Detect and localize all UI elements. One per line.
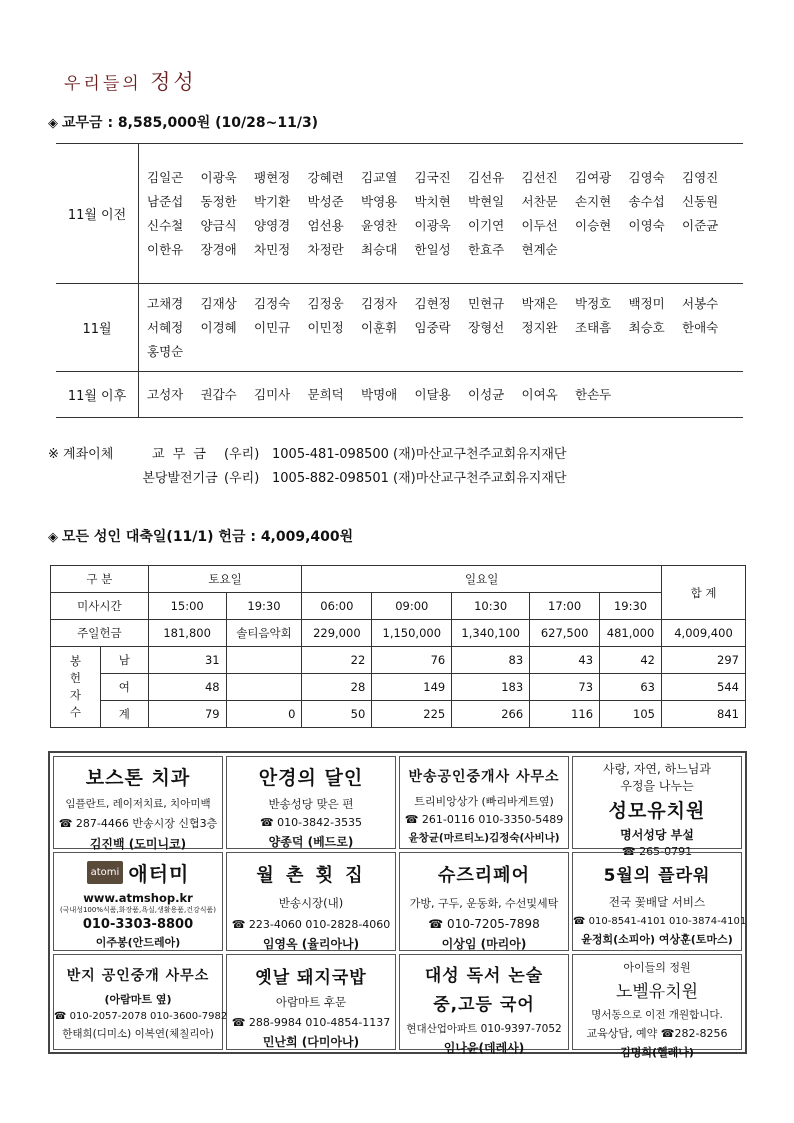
donor-name: 박재은 <box>521 295 558 311</box>
donor-name: 이기연 <box>468 217 505 233</box>
donor-name: 장형선 <box>468 319 505 335</box>
donor-name: 권갑수 <box>200 386 237 402</box>
donor-name: 이두선 <box>521 217 558 233</box>
donor-name: 고채경 <box>147 295 184 311</box>
donor-name: 조태흠 <box>575 319 612 335</box>
donor-name: 이준균 <box>682 217 719 233</box>
table-row <box>56 372 743 418</box>
names-cell <box>139 372 744 418</box>
donor-name: 이여옥 <box>521 386 558 402</box>
ad-seongmo-kindergarten: 사랑, 자연, 하느님과 우정을 나누는 성모유치원 명서성당 부설 ☎ 265-0791 <box>572 756 742 849</box>
donor-name: 박치현 <box>414 193 451 209</box>
donor-name: 백정미 <box>628 295 665 311</box>
donor-name: 박영용 <box>361 193 398 209</box>
donor-name: 장경애 <box>200 241 237 257</box>
ad-raw-fish: 월 촌 횟 집 반송시장(내) ☎ 223-4060 010-2828-4060 임영옥 (율리아나) <box>226 852 396 951</box>
donor-name: 엄선용 <box>307 217 344 233</box>
donor-name: 이한유 <box>147 241 184 257</box>
donor-name: 이경혜 <box>200 319 237 335</box>
diamond-icon: ◈ <box>48 530 58 545</box>
donor-name: 신수철 <box>147 217 184 233</box>
names-cell <box>139 284 744 372</box>
table-row: 계 79 0 50 225 266 116 105 841 <box>51 701 746 728</box>
table-row: 봉 헌 자 수 남 31 22 76 83 43 42 297 <box>51 647 746 674</box>
donor-name: 정지완 <box>521 319 558 335</box>
diamond-icon: ◈ <box>48 116 58 131</box>
page-title-emphasis: 정성 <box>150 70 197 94</box>
donor-name: 동정한 <box>200 193 237 209</box>
names-cell <box>139 144 744 284</box>
donor-name: 김재상 <box>200 295 237 311</box>
donor-name: 강혜련 <box>307 169 344 185</box>
donor-name: 박성준 <box>307 193 344 209</box>
donor-name: 한효주 <box>468 241 505 257</box>
donor-name: 윤영찬 <box>361 217 398 233</box>
donor-name: 박기환 <box>254 193 291 209</box>
donor-name: 이성균 <box>468 386 505 402</box>
ad-atomy: atomi 애터미 www.atmshop.kr (국내성100%식품,화장품,욕실,생활용품,건강식품) 010-3303-8800 이주봉(안드레아) <box>53 852 223 951</box>
ad-realty-banji: 반지 공인중개 사무소 (아람마트 옆) ☎ 010-2057-2078 010-3600-7982 한태희(디미소) 이복연(체칠리아) <box>53 954 223 1050</box>
donor-name: 이광욱 <box>200 169 237 185</box>
account-note: ※ 계좌이체 교 무 금 (우리) 1005-481-098500 (재)마산교구천주교회유지재단 본당발전기금 (우리) 1005-882-098501 (재)마산교구천주교회유지재단 <box>48 447 567 486</box>
donor-name: 박정호 <box>575 295 612 311</box>
donor-name: 김국진 <box>414 169 451 185</box>
table-row: 구 분 토요일 일요일 합 계 <box>51 566 746 593</box>
donor-name: 박현일 <box>468 193 505 209</box>
donor-name: 이민규 <box>254 319 291 335</box>
table-row: 주일헌금 181,800 솔티음악회 229,000 1,150,000 1,340,100 627,500 481,000 4,009,400 <box>51 620 746 647</box>
donor-name: 서찬문 <box>521 193 558 209</box>
donor-name: 차민정 <box>254 241 291 257</box>
donor-name: 이민정 <box>307 319 344 335</box>
donor-name: 박명애 <box>361 386 398 402</box>
ad-boston-dental: 보스톤 치과 임플란트, 레이저치료, 치아미백 ☎ 287-4466 반송시장 신협3층 김진백 (도미니코) <box>53 756 223 849</box>
donor-name: 이승현 <box>575 217 612 233</box>
donation-heading: ◈ 교무금 : 8,585,000원 (10/28~11/3) <box>48 115 319 131</box>
donor-name: 한손두 <box>575 386 612 402</box>
donor-name: 김현정 <box>414 295 451 311</box>
donor-name: 김영숙 <box>628 169 665 185</box>
donor-name: 한애숙 <box>682 319 719 335</box>
donor-name: 최승호 <box>628 319 665 335</box>
donor-name: 고성자 <box>147 386 184 402</box>
donor-name: 남준섭 <box>147 193 184 209</box>
donor-name: 한일성 <box>414 241 451 257</box>
collection-heading: ◈ 모든 성인 대축일(11/1) 헌금 : 4,009,400원 <box>48 529 354 545</box>
donor-name: 김여광 <box>575 169 612 185</box>
table-row: 여 48 28 149 183 73 63 544 <box>51 674 746 701</box>
donor-name: 김미사 <box>254 386 291 402</box>
donor-name: 송수섭 <box>628 193 665 209</box>
ad-daesung-essay: 대성 독서 논술 중,고등 국어 현대산업아파트 010-9397-7052 임나윤(데레사) <box>399 954 569 1050</box>
table-row <box>56 144 743 284</box>
ad-grid <box>48 751 747 1059</box>
donor-name: 김정자 <box>361 295 398 311</box>
donor-name: 손지현 <box>575 193 612 209</box>
ad-nobel-kindergarten: 아이들의 정원 노벨유치원 명서동으로 이전 개원합니다. 교육상담, 예약 ☎282-8256 김명희(헬레나) <box>572 954 742 1050</box>
ad-may-flower: 5월의 플라워 전국 꽃배달 서비스 ☎ 010-8541-4101 010-3874-4101 윤정희(소피아) 여상훈(토마스) <box>572 852 742 951</box>
row-label: 11월 <box>56 284 139 372</box>
donor-name: 이훈휘 <box>361 319 398 335</box>
donor-name: 김교열 <box>361 169 398 185</box>
donor-name: 양금식 <box>200 217 237 233</box>
donor-name: 팽현정 <box>254 169 291 185</box>
ad-pork-soup: 옛날 돼지국밥 아람마트 후문 ☎ 288-9984 010-4854-1137 민난희 (다미아나) <box>226 954 396 1050</box>
collection-table <box>50 565 746 728</box>
donor-name: 이영숙 <box>628 217 665 233</box>
donor-name: 김정숙 <box>254 295 291 311</box>
table-row <box>56 284 743 372</box>
row-label: 11월 이전 <box>56 144 139 284</box>
ad-realty-bansong: 반송공인중개사 사무소 트리비앙상가 (빠리바게트옆) ☎ 261-0116 010-3350-5489 윤창균(마르티노)김정숙(사비나) <box>399 756 569 849</box>
table-row: 미사시간 15:00 19:30 06:00 09:00 10:30 17:00 19:30 <box>51 593 746 620</box>
donor-name: 현계순 <box>521 241 558 257</box>
donor-name: 김정웅 <box>307 295 344 311</box>
donor-name: 민현규 <box>468 295 505 311</box>
donation-table <box>56 143 743 418</box>
donor-name: 김선유 <box>468 169 505 185</box>
ad-glasses: 안경의 달인 반송성당 맞은 편 ☎ 010-3842-3535 양종덕 (베드로) <box>226 756 396 849</box>
donor-name: 신동원 <box>682 193 719 209</box>
donor-name: 이달용 <box>414 386 451 402</box>
donor-name: 최승대 <box>361 241 398 257</box>
donor-name: 임중락 <box>414 319 451 335</box>
donor-name: 양영경 <box>254 217 291 233</box>
page-title: 우리들의 정성 <box>64 70 197 94</box>
donor-name: 홍명순 <box>147 343 184 359</box>
donor-name: 차정란 <box>307 241 344 257</box>
donor-name: 서봉수 <box>682 295 719 311</box>
ad-shoe-repair: 슈즈리페어 가방, 구두, 운동화, 수선및세탁 ☎ 010-7205-7898 이상임 (마리아) <box>399 852 569 951</box>
donor-name: 서혜정 <box>147 319 184 335</box>
row-label: 11월 이후 <box>56 372 139 418</box>
donor-name: 문희덕 <box>307 386 344 402</box>
donor-name: 김영진 <box>682 169 719 185</box>
donor-name: 김선진 <box>521 169 558 185</box>
donor-name: 김일곤 <box>147 169 184 185</box>
donor-name: 이광욱 <box>414 217 451 233</box>
count-group-label: 봉 헌 자 수 <box>51 647 101 728</box>
atomy-logo: atomi <box>87 861 124 884</box>
